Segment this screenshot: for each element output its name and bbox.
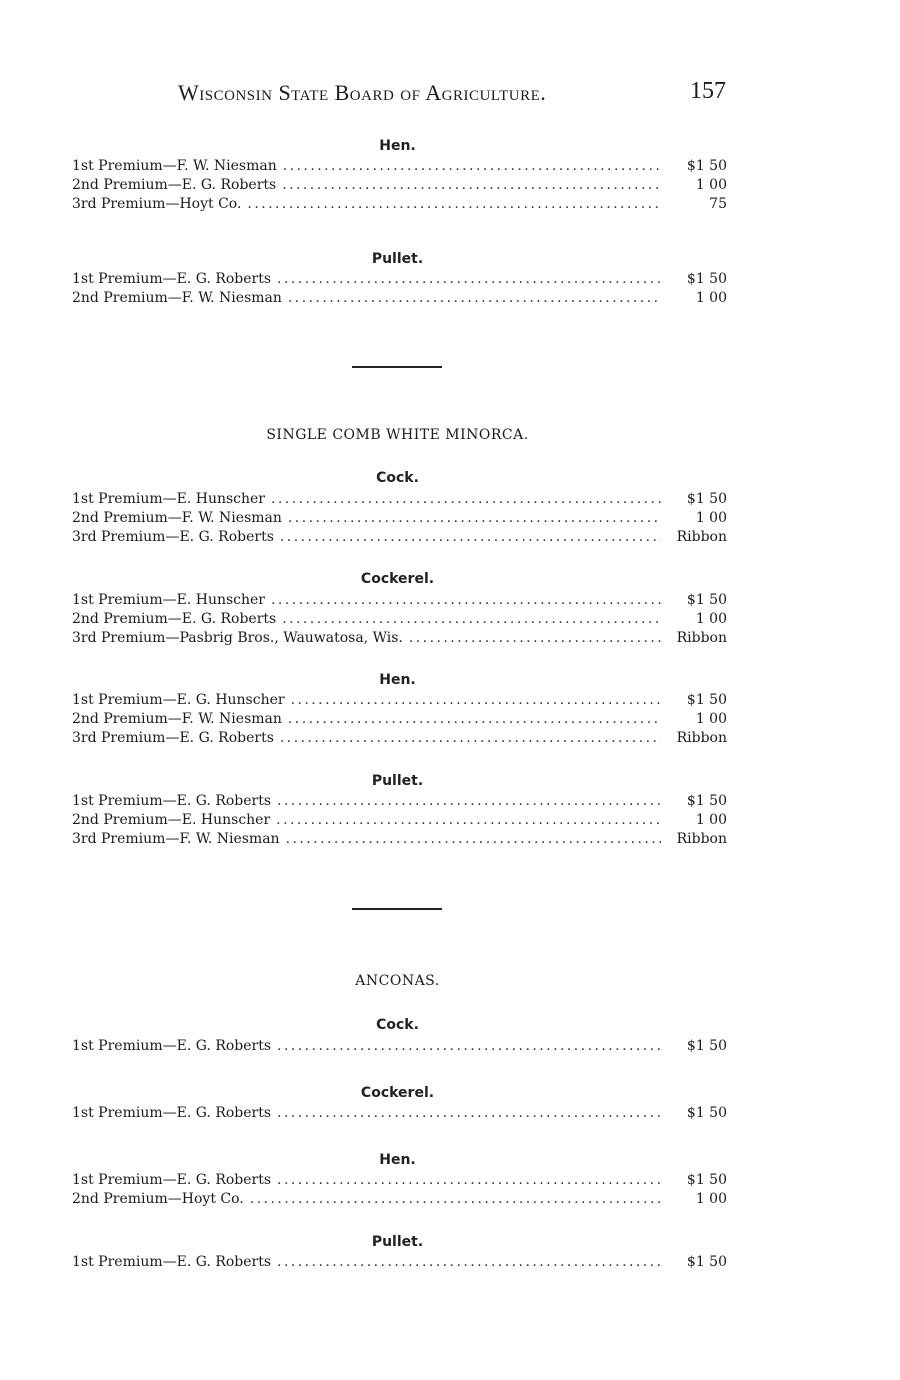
award-text: 3rd Premium—E. G. Roberts <box>72 730 274 746</box>
award-text: 3rd Premium—Pasbrig Bros., Wauwatosa, Wis. <box>72 630 403 646</box>
award-amount: $1 50 <box>686 592 727 608</box>
award-entry <box>72 610 727 629</box>
award-entry <box>72 157 727 176</box>
section-title: ANCONAS. <box>355 973 440 989</box>
class-label-cock: Cock. <box>376 470 419 486</box>
award-amount: $1 50 <box>686 1172 727 1188</box>
award-text: 1st Premium—E. Hunscher <box>72 592 265 608</box>
dot-leader <box>247 195 661 214</box>
award-amount: Ribbon <box>676 529 727 545</box>
award-text: 1st Premium—E. G. Roberts <box>72 271 272 287</box>
award-entry <box>72 176 727 195</box>
award-text: 1st Premium—E. G. Roberts <box>72 1038 272 1054</box>
award-entry <box>72 490 727 509</box>
dot-leader <box>277 1104 661 1123</box>
dot-leader <box>271 490 661 509</box>
award-text: 1st Premium—E. G. Roberts <box>72 1105 272 1121</box>
award-entry <box>72 710 727 729</box>
award-text: 1st Premium—E. G. Roberts <box>72 793 272 809</box>
award-text: 1st Premium—F. W. Niesman <box>72 158 277 174</box>
award-entry <box>72 729 727 748</box>
award-amount: Ribbon <box>676 630 727 646</box>
dot-leader <box>286 830 661 849</box>
class-label-cockerel: Cockerel. <box>360 1085 435 1101</box>
award-amount: 1 00 <box>695 611 727 627</box>
award-amount: $1 50 <box>686 1254 727 1270</box>
page-header <box>0 80 900 112</box>
award-entry <box>72 1104 727 1123</box>
class-label-hen: Hen. <box>379 138 416 154</box>
award-entry <box>72 830 727 849</box>
award-entry <box>72 509 727 528</box>
award-amount: 1 00 <box>695 812 727 828</box>
award-text: 2nd Premium—E. G. Roberts <box>72 177 277 193</box>
award-amount: Ribbon <box>676 831 727 847</box>
section-divider <box>352 366 442 368</box>
award-amount: $1 50 <box>686 692 727 708</box>
dot-leader <box>276 811 661 830</box>
award-text: 1st Premium—E. G. Roberts <box>72 1172 272 1188</box>
award-entry <box>72 1190 727 1209</box>
award-entry <box>72 1253 727 1272</box>
page-number: 157 <box>690 78 726 104</box>
dot-leader <box>280 528 661 547</box>
award-amount: 1 00 <box>695 711 727 727</box>
class-label-pullet: Pullet. <box>371 773 424 789</box>
award-entry <box>72 270 727 289</box>
award-text: 1st Premium—E. Hunscher <box>72 491 265 507</box>
award-entry <box>72 289 727 308</box>
class-label-hen: Hen. <box>379 672 416 688</box>
dot-leader <box>277 792 661 811</box>
section-title: SINGLE COMB WHITE MINORCA. <box>266 427 529 443</box>
class-label-cockerel: Cockerel. <box>360 571 435 587</box>
dot-leader <box>277 1171 661 1190</box>
dot-leader <box>409 629 661 648</box>
award-amount: 1 00 <box>695 177 727 193</box>
award-entry <box>72 792 727 811</box>
running-title: Wisconsin State Board of Agriculture. <box>178 80 547 105</box>
award-entry <box>72 528 727 547</box>
class-label-pullet: Pullet. <box>371 1234 424 1250</box>
award-amount: $1 50 <box>686 1038 727 1054</box>
award-amount: $1 50 <box>686 271 727 287</box>
award-amount: $1 50 <box>686 491 727 507</box>
award-text: 2nd Premium—Hoyt Co. <box>72 1191 244 1207</box>
dot-leader <box>271 591 661 610</box>
award-entry <box>72 591 727 610</box>
award-amount: 1 00 <box>695 510 727 526</box>
award-text: 3rd Premium—F. W. Niesman <box>72 831 280 847</box>
award-text: 2nd Premium—F. W. Niesman <box>72 510 282 526</box>
award-amount: 1 00 <box>695 1191 727 1207</box>
award-text: 3rd Premium—E. G. Roberts <box>72 529 274 545</box>
award-text: 1st Premium—E. G. Hunscher <box>72 692 285 708</box>
award-text: 2nd Premium—F. W. Niesman <box>72 290 282 306</box>
section-divider <box>352 908 442 910</box>
dot-leader <box>277 1253 661 1272</box>
award-entry <box>72 691 727 710</box>
dot-leader <box>288 710 661 729</box>
award-amount: 75 <box>709 196 727 212</box>
class-label-pullet: Pullet. <box>371 251 424 267</box>
award-entry <box>72 629 727 648</box>
dot-leader <box>283 157 661 176</box>
award-text: 2nd Premium—E. G. Roberts <box>72 611 277 627</box>
award-amount: $1 50 <box>686 158 727 174</box>
dot-leader <box>288 509 661 528</box>
award-amount: $1 50 <box>686 1105 727 1121</box>
dot-leader <box>250 1190 661 1209</box>
class-label-cock: Cock. <box>376 1017 419 1033</box>
dot-leader <box>282 610 661 629</box>
dot-leader <box>288 289 661 308</box>
class-label-hen: Hen. <box>379 1152 416 1168</box>
dot-leader <box>280 729 661 748</box>
award-amount: 1 00 <box>695 290 727 306</box>
dot-leader <box>277 1037 661 1056</box>
award-amount: Ribbon <box>676 730 727 746</box>
award-amount: $1 50 <box>686 793 727 809</box>
dot-leader <box>282 176 661 195</box>
dot-leader <box>291 691 661 710</box>
award-entry <box>72 195 727 214</box>
award-text: 1st Premium—E. G. Roberts <box>72 1254 272 1270</box>
award-text: 2nd Premium—E. Hunscher <box>72 812 271 828</box>
dot-leader <box>277 270 661 289</box>
award-text: 3rd Premium—Hoyt Co. <box>72 196 242 212</box>
award-text: 2nd Premium—F. W. Niesman <box>72 711 282 727</box>
award-entry <box>72 1037 727 1056</box>
award-entry <box>72 1171 727 1190</box>
award-entry <box>72 811 727 830</box>
